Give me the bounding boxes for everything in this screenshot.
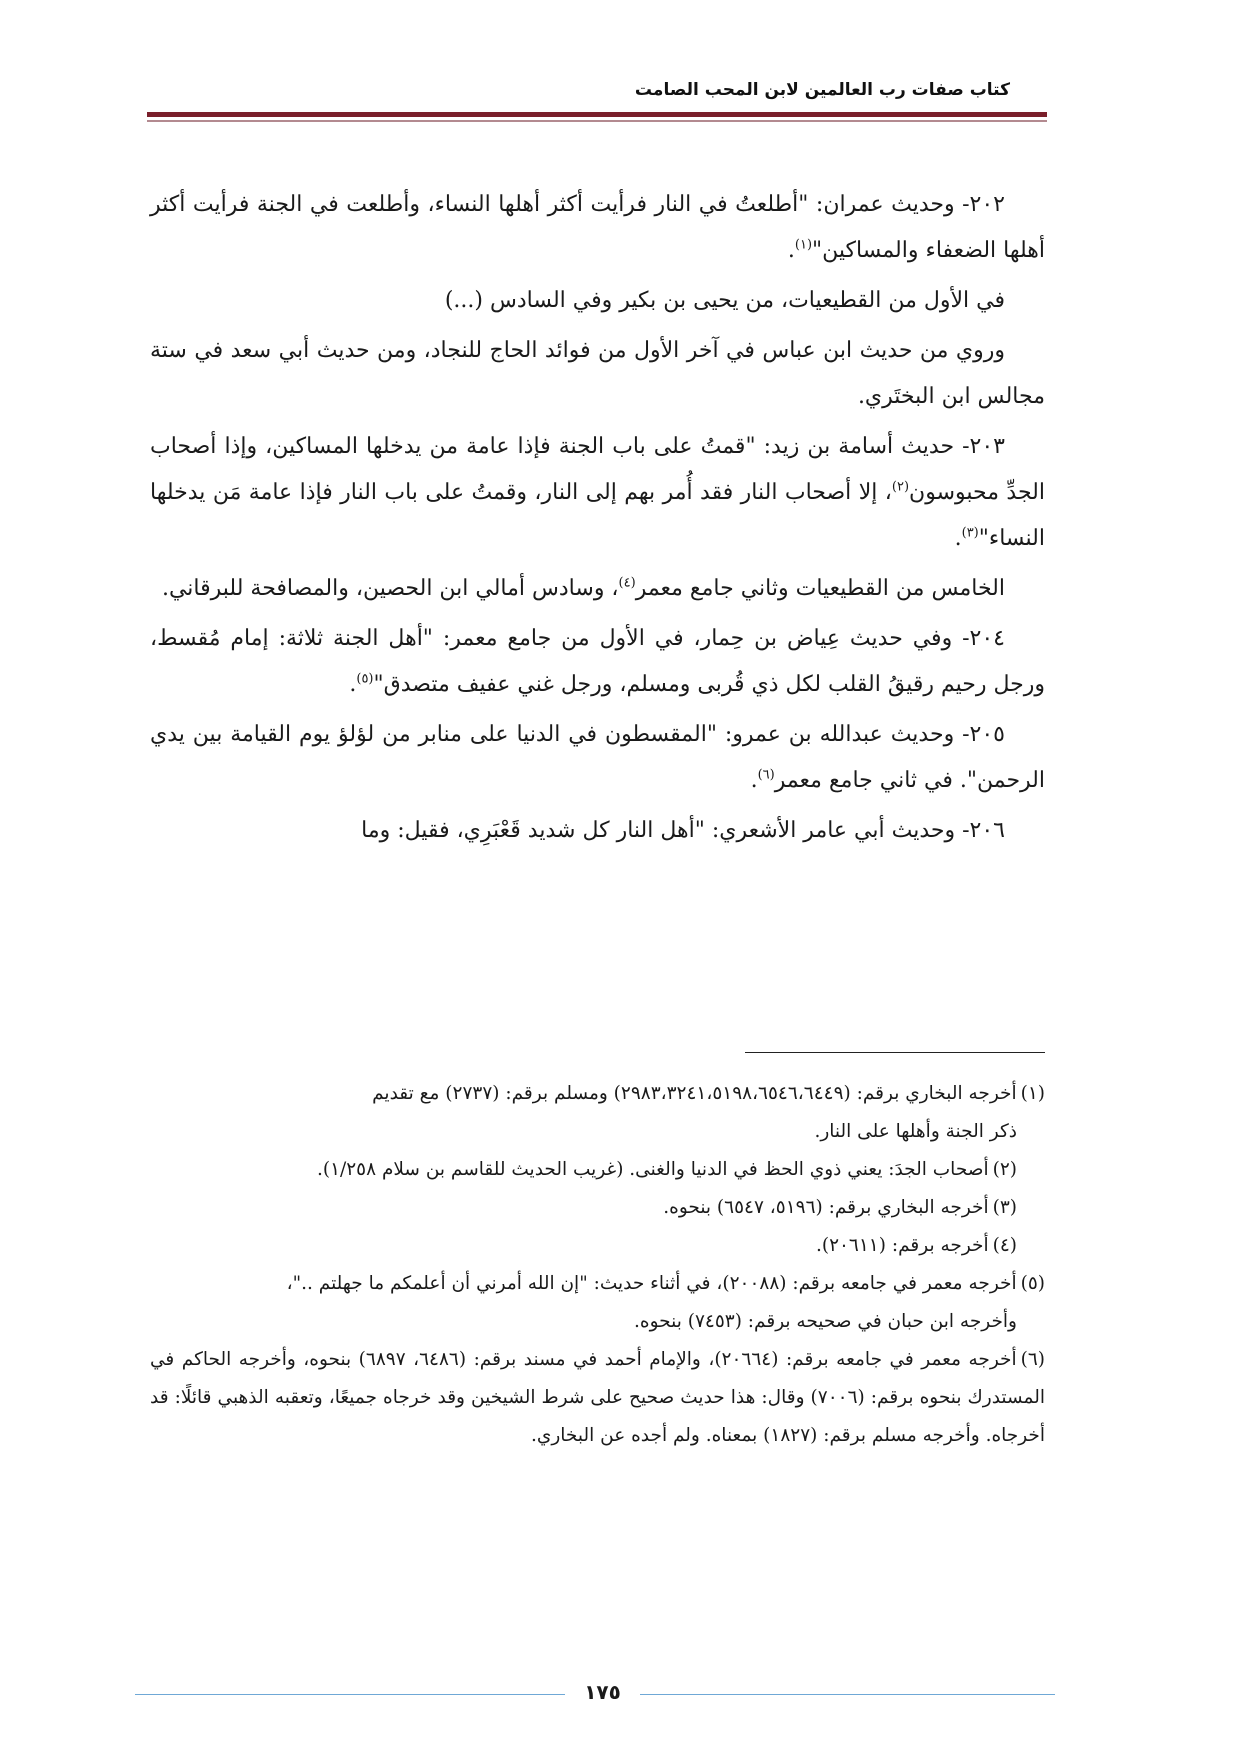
footer-rule-left <box>135 1694 565 1695</box>
footnote-ref-1[interactable]: (١) <box>794 237 813 253</box>
footnote-number: (٣) <box>992 1197 1017 1218</box>
footnote-ref-4[interactable]: (٤) <box>618 575 636 591</box>
footnote-separator <box>745 1052 1045 1053</box>
footnote-text: أخرجه معمر في جامعه برقم: (٢٠٠٨٨)، في أثناء حديث: "إن الله أمرني أن أعلمكم ما جهلتم .."، <box>286 1273 1017 1294</box>
footnote-1 <box>150 1075 1045 1151</box>
footnote-text-continued: وأخرجه ابن حبان في صحيحه برقم: (٧٤٥٣) بنحوه. <box>634 1311 1017 1332</box>
footnote-text-continued: ذكر الجنة وأهلها على النار. <box>814 1121 1017 1142</box>
footnote-3 <box>150 1189 1045 1227</box>
footnote-number: (١) <box>1020 1083 1045 1104</box>
paragraph-206 <box>150 808 1045 854</box>
paragraph-text: ٢٠٥- وحديث عبدالله بن عمرو: "المقسطون في الدنيا على منابر من لؤلؤ يوم القيامة بين يدي الرحمن". في ثاني جامع معمر <box>150 722 1045 793</box>
footnote-text: أخرجه معمر في جامعه برقم: (٢٠٦٦٤)، والإمام أحمد في مسند برقم: (٦٤٨٦، ٦٨٩٧) بنحوه، وأخرجه الحاكم في المستدرك بنحوه برقم: (٧٠٠٦) وقال: هذا حديث صحيح على شرط الشيخين وقد خرجاه جميعًا، وتعقبه الذهبي قائلًا: قد أخرجاه. وأخرجه مسلم برقم: (١٨٢٧) بمعناه. ولم أجده عن البخاري. <box>150 1349 1045 1446</box>
paragraph-text: الخامس من القطيعيات وثاني جامع معمر <box>635 576 1005 601</box>
footnote-ref-2[interactable]: (٢) <box>891 479 910 495</box>
paragraph-text: في الأول من القطيعيات، من يحيى بن بكير وفي السادس (...) <box>444 288 1005 313</box>
footnote-text: أصحاب الجدَ: يعني ذوي الحظ في الدنيا والغنى. (غريب الحديث للقاسم بن سلام ١/٢٥٨). <box>316 1159 989 1180</box>
header-rule-thin <box>147 120 1047 122</box>
footnote-text: أخرجه البخاري برقم: (٥١٩٦، ٦٥٤٧) بنحوه. <box>663 1197 989 1218</box>
paragraph-203 <box>150 424 1045 562</box>
footnote-ref-6[interactable]: (٦) <box>757 767 775 783</box>
paragraph-202 <box>150 182 1045 274</box>
running-header-title: كتاب صفات رب العالمين لابن المحب الصامت <box>634 80 1010 100</box>
paragraph-source-3 <box>150 566 1045 612</box>
paragraph-text: ، إلا أصحاب النار فقد أُمر بهم إلى النار، وقمتُ على باب النار فإذا عامة مَن يدخلها النساء" <box>150 480 1045 551</box>
footnote-6 <box>150 1341 1045 1455</box>
footnote-4 <box>150 1227 1045 1265</box>
footnote-5 <box>150 1265 1045 1341</box>
paragraph-source-2 <box>150 328 1045 420</box>
paragraph-text: وروي من حديث ابن عباس في آخر الأول من فوائد الحاج للنجاد، ومن حديث أبي سعد في ستة مجالس ابن البختَري. <box>150 338 1045 409</box>
header-rule <box>147 112 1047 117</box>
footnote-text: أخرجه برقم: (٢٠٦١١). <box>815 1235 989 1256</box>
punctuation: . <box>954 526 962 551</box>
punctuation: . <box>787 238 795 263</box>
page-number: ١٧٥ <box>584 1680 621 1704</box>
footnote-ref-5[interactable]: (٥) <box>356 671 374 687</box>
paragraph-205 <box>150 712 1045 804</box>
punctuation: . <box>349 672 357 697</box>
paragraph-text: ، وسادس أمالي ابن الحصين، والمصافحة للبرقاني. <box>161 576 619 601</box>
main-text <box>150 182 1045 858</box>
paragraph-text: ٢٠٣- حديث أسامة بن زيد: "قمتُ على باب الجنة فإذا عامة من يدخلها المساكين، وإذا أصحاب الجدِّ محبوسون <box>150 434 1045 505</box>
footnote-ref-3[interactable]: (٣) <box>961 525 979 541</box>
paragraph-text: ٢٠٦- وحديث أبي عامر الأشعري: "أهل النار كل شديد قَعْبَرِي، فقيل: وما <box>361 818 1005 843</box>
footer-rule-right <box>640 1694 1055 1695</box>
paragraph-text: ٢٠٤- وفي حديث عِياض بن حِمار، في الأول من جامع معمر: "أهل الجنة ثلاثة: إمام مُقسط، ورجل رحيم رقيقُ القلب لكل ذي قُربى ومسلم، ورجل غني عفيف متصدق" <box>150 626 1045 697</box>
punctuation: . <box>750 768 758 793</box>
footnote-text: أخرجه البخاري برقم: (٢٩٨٣،٣٢٤١،٥١٩٨،٦٥٤٦،٦٤٤٩) ومسلم برقم: (٢٧٣٧) مع تقديم <box>372 1083 1017 1104</box>
footnote-number: (٥) <box>1020 1273 1045 1294</box>
paragraph-text: ٢٠٢- وحديث عمران: "أطلعتُ في النار فرأيت أكثر أهلها النساء، وأطلعت في الجنة فرأيت أكثر أهلها الضعفاء والمساكين" <box>150 192 1045 263</box>
paragraph-source-1 <box>150 278 1045 324</box>
footnote-number: (٤) <box>992 1235 1017 1256</box>
footnote-2 <box>150 1151 1045 1189</box>
footnote-number: (٦) <box>1020 1349 1045 1370</box>
footnote-number: (٢) <box>992 1159 1017 1180</box>
paragraph-204 <box>150 616 1045 708</box>
footnotes <box>150 1075 1045 1455</box>
